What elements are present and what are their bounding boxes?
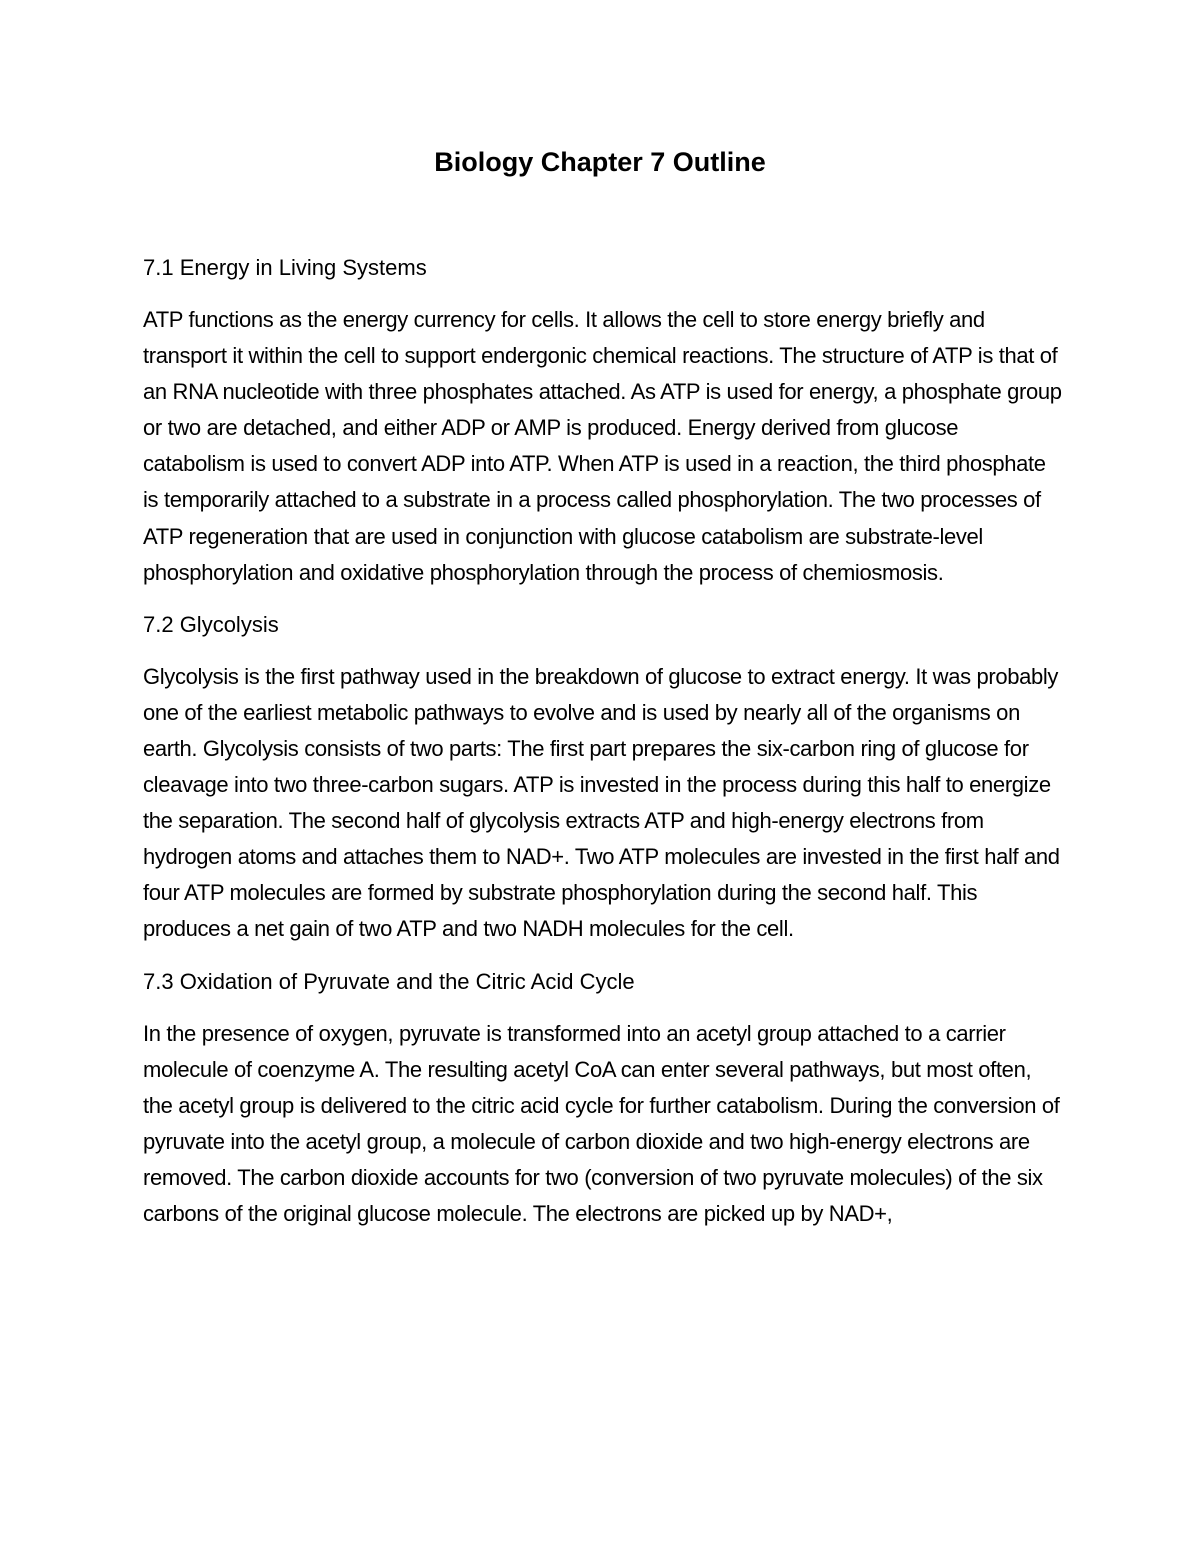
document-body bbox=[143, 250, 1063, 1248]
section-heading: 7.2 Glycolysis bbox=[143, 611, 279, 637]
section-paragraph: ATP functions as the energy currency for cells. It allows the cell to store energy briefly and transport it within the cell to support endergonic chemical reactions. The structure of ATP is that of an RNA nucleotide with three phosphates attached. As ATP is used for energy, a phosphate group or two are detached, and either ADP or AMP is produced. Energy derived from glucose catabolism is used to convert ADP into ATP. When ATP is used in a reaction, the third phosphate is temporarily attached to a substrate in a process called phosphorylation. The two processes of ATP regeneration that are used in conjunction with glucose catabolism are substrate-level phosphorylation and oxidative phosphorylation through the process of chemiosmosis. bbox=[143, 307, 1062, 585]
section-7-2 bbox=[143, 607, 1063, 948]
section-7-1 bbox=[143, 250, 1063, 591]
section-paragraph: In the presence of oxygen, pyruvate is transformed into an acetyl group attached to a carrier molecule of coenzyme A. The resulting acetyl CoA can enter several pathways, but most often, the acetyl group is delivered to the citric acid cycle for further catabolism. During the conversion of pyruvate into the acetyl group, a molecule of carbon dioxide and two high-energy electrons are removed. The carbon dioxide accounts for two (conversion of two pyruvate molecules) of the six carbons of the original glucose molecule. The electrons are picked up by NAD+, bbox=[143, 1020, 1060, 1226]
section-heading: 7.3 Oxidation of Pyruvate and the Citric Acid Cycle bbox=[143, 968, 635, 994]
section-paragraph: Glycolysis is the first pathway used in the breakdown of glucose to extract energy. It was probably one of the earliest metabolic pathways to evolve and is used by nearly all of the organisms on earth. Glycolysis consists of two parts: The first part prepares the six-carbon ring of glucose for cleavage into two three-carbon sugars. ATP is invested in the process during this half to energize the separation. The second half of glycolysis extracts ATP and high-energy electrons from hydrogen atoms and attaches them to NAD+. Two ATP molecules are invested in the first half and four ATP molecules are formed by substrate phosphorylation during the second half. This produces a net gain of two ATP and two NADH molecules for the cell. bbox=[143, 663, 1060, 942]
document-title: Biology Chapter 7 Outline bbox=[434, 147, 766, 177]
section-heading: 7.1 Energy in Living Systems bbox=[143, 255, 427, 280]
section-7-3 bbox=[143, 964, 1063, 1233]
